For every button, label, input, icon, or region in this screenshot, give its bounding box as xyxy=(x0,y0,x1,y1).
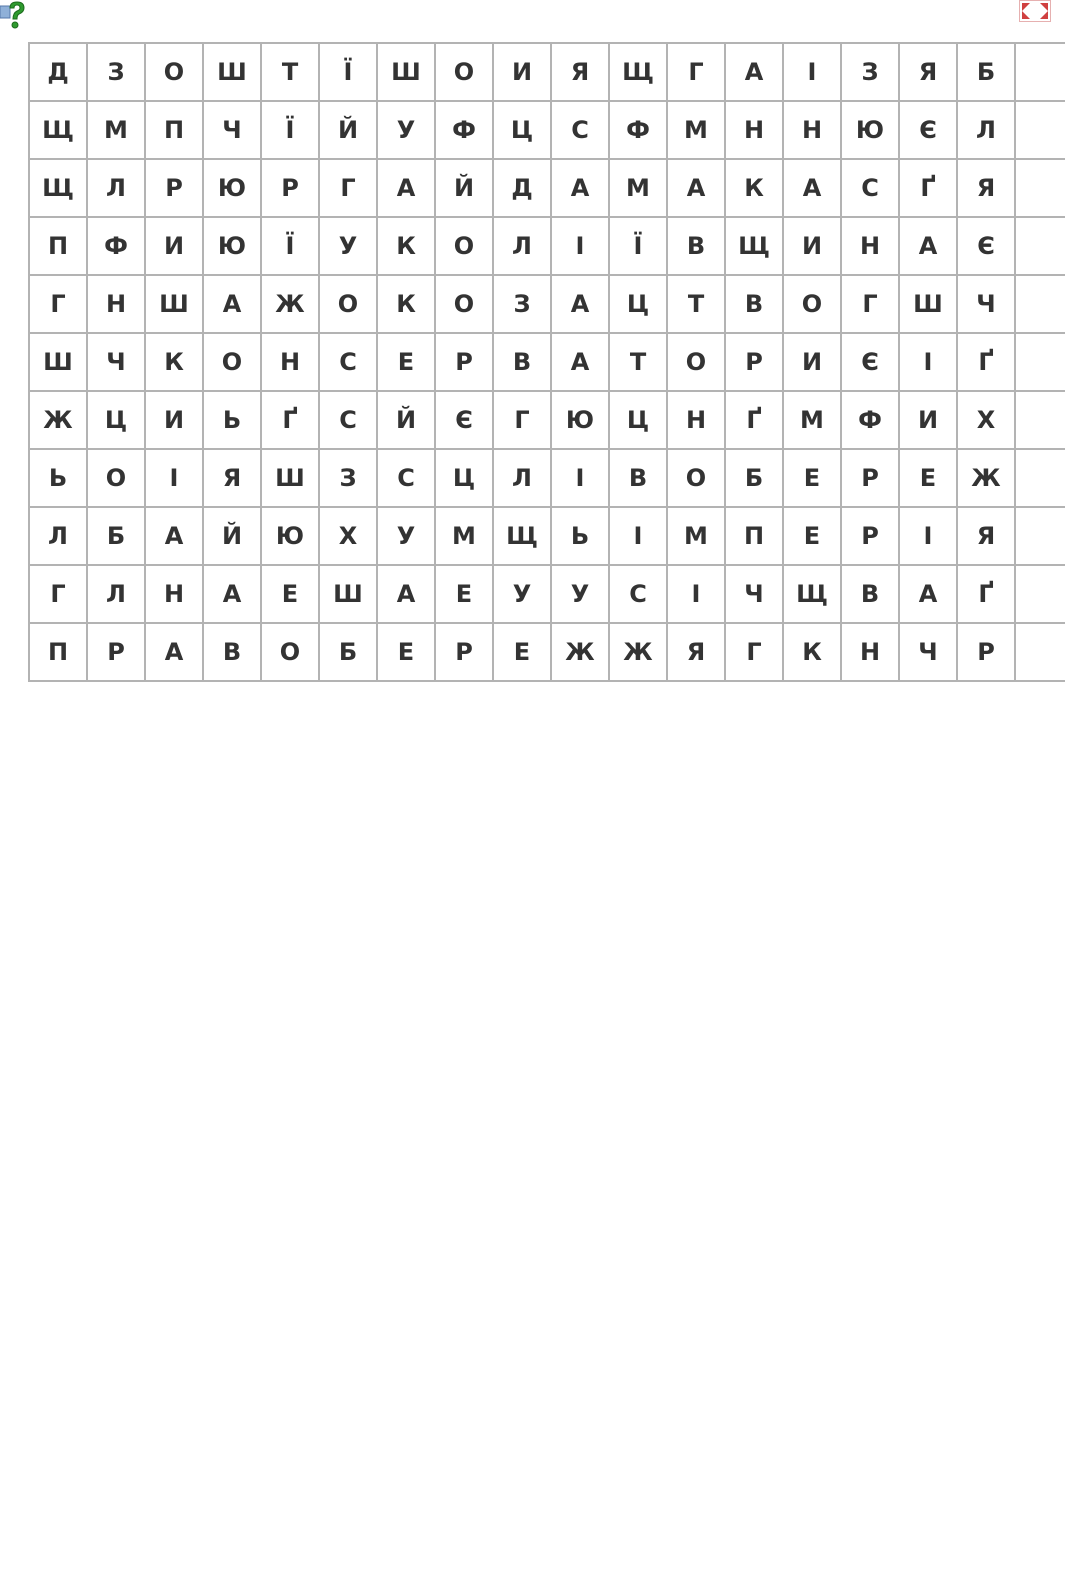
grid-cell[interactable]: У xyxy=(494,566,552,624)
grid-cell[interactable]: Є xyxy=(900,102,958,160)
grid-cell[interactable]: С xyxy=(378,450,436,508)
grid-cell[interactable]: Л xyxy=(88,160,146,218)
grid-cell[interactable]: Б xyxy=(320,624,378,682)
grid-cell[interactable]: Н xyxy=(668,392,726,450)
grid-cell[interactable]: А xyxy=(668,160,726,218)
grid-cell[interactable]: М xyxy=(88,102,146,160)
grid-cell[interactable]: П xyxy=(30,624,88,682)
grid-cell[interactable]: С xyxy=(320,392,378,450)
grid-cell[interactable]: В xyxy=(610,450,668,508)
grid-cell[interactable]: Т xyxy=(610,334,668,392)
grid-cell[interactable]: Л xyxy=(494,218,552,276)
grid-cell[interactable]: О xyxy=(784,276,842,334)
grid-cell[interactable]: Ґ xyxy=(262,392,320,450)
grid-cell[interactable]: Щ xyxy=(494,508,552,566)
grid-cell[interactable]: Ш xyxy=(146,276,204,334)
grid-cell[interactable]: С xyxy=(842,160,900,218)
grid-cell[interactable]: Д xyxy=(494,160,552,218)
grid-cell[interactable]: Е xyxy=(494,624,552,682)
grid-cell[interactable]: В xyxy=(668,218,726,276)
grid-cell[interactable]: Ш xyxy=(900,276,958,334)
grid-cell[interactable]: Е xyxy=(784,508,842,566)
grid-cell[interactable]: И xyxy=(784,334,842,392)
grid-cell[interactable] xyxy=(1016,450,1065,508)
grid-cell[interactable]: З xyxy=(494,276,552,334)
grid-cell[interactable]: Т xyxy=(668,276,726,334)
grid-cell[interactable]: З xyxy=(320,450,378,508)
grid-cell[interactable]: Й xyxy=(204,508,262,566)
grid-cell[interactable]: И xyxy=(784,218,842,276)
grid-cell[interactable]: Я xyxy=(958,160,1016,218)
grid-cell[interactable]: С xyxy=(610,566,668,624)
grid-cell[interactable]: Ї xyxy=(610,218,668,276)
grid-cell[interactable]: И xyxy=(494,44,552,102)
grid-cell[interactable]: О xyxy=(146,44,204,102)
grid-cell[interactable]: А xyxy=(552,276,610,334)
grid-cell[interactable]: А xyxy=(900,566,958,624)
grid-cell[interactable]: Е xyxy=(378,334,436,392)
grid-cell[interactable]: Н xyxy=(88,276,146,334)
grid-cell[interactable]: У xyxy=(378,102,436,160)
grid-cell[interactable]: О xyxy=(436,276,494,334)
grid-cell[interactable]: Г xyxy=(494,392,552,450)
grid-cell[interactable] xyxy=(1016,334,1065,392)
grid-cell[interactable]: Г xyxy=(668,44,726,102)
grid-cell[interactable]: І xyxy=(146,450,204,508)
grid-cell[interactable]: Щ xyxy=(610,44,668,102)
grid-cell[interactable]: Й xyxy=(320,102,378,160)
grid-cell[interactable]: Ч xyxy=(88,334,146,392)
grid-cell[interactable]: Ь xyxy=(204,392,262,450)
grid-cell[interactable]: Ш xyxy=(262,450,320,508)
grid-cell[interactable]: Е xyxy=(436,566,494,624)
grid-cell[interactable]: И xyxy=(146,392,204,450)
grid-cell[interactable]: І xyxy=(900,334,958,392)
grid-cell[interactable]: Е xyxy=(378,624,436,682)
grid-cell[interactable]: І xyxy=(900,508,958,566)
grid-cell[interactable]: Ю xyxy=(204,218,262,276)
grid-cell[interactable]: А xyxy=(378,160,436,218)
grid-cell[interactable]: Г xyxy=(320,160,378,218)
grid-cell[interactable]: О xyxy=(436,44,494,102)
grid-cell[interactable]: И xyxy=(146,218,204,276)
grid-cell[interactable]: О xyxy=(436,218,494,276)
grid-cell[interactable]: І xyxy=(610,508,668,566)
grid-cell[interactable]: Р xyxy=(88,624,146,682)
grid-cell[interactable]: Я xyxy=(204,450,262,508)
fullscreen-icon[interactable] xyxy=(1019,0,1051,22)
grid-cell[interactable]: Х xyxy=(320,508,378,566)
grid-cell[interactable]: Ґ xyxy=(726,392,784,450)
grid-cell[interactable]: М xyxy=(436,508,494,566)
grid-cell[interactable]: Ц xyxy=(494,102,552,160)
grid-cell[interactable]: Б xyxy=(726,450,784,508)
grid-cell[interactable]: О xyxy=(320,276,378,334)
grid-cell[interactable]: В xyxy=(204,624,262,682)
grid-cell[interactable]: П xyxy=(30,218,88,276)
grid-cell[interactable] xyxy=(1016,102,1065,160)
grid-cell[interactable]: О xyxy=(262,624,320,682)
grid-cell[interactable]: Г xyxy=(30,276,88,334)
grid-cell[interactable]: Ю xyxy=(552,392,610,450)
grid-cell[interactable]: Н xyxy=(842,218,900,276)
grid-cell[interactable]: Х xyxy=(958,392,1016,450)
grid-cell[interactable]: О xyxy=(668,334,726,392)
grid-cell[interactable]: Щ xyxy=(726,218,784,276)
grid-cell[interactable]: Ж xyxy=(552,624,610,682)
grid-cell[interactable]: Л xyxy=(88,566,146,624)
grid-cell[interactable]: А xyxy=(378,566,436,624)
grid-cell[interactable]: У xyxy=(320,218,378,276)
grid-cell[interactable] xyxy=(1016,392,1065,450)
grid-cell[interactable]: Ф xyxy=(610,102,668,160)
grid-cell[interactable]: Н xyxy=(726,102,784,160)
grid-cell[interactable]: Ж xyxy=(610,624,668,682)
grid-cell[interactable]: Ґ xyxy=(900,160,958,218)
grid-cell[interactable]: Ї xyxy=(262,102,320,160)
grid-cell[interactable]: Ч xyxy=(958,276,1016,334)
grid-cell[interactable]: Ф xyxy=(842,392,900,450)
grid-cell[interactable] xyxy=(1016,624,1065,682)
grid-cell[interactable]: Й xyxy=(378,392,436,450)
grid-cell[interactable]: Р xyxy=(842,450,900,508)
grid-cell[interactable] xyxy=(1016,566,1065,624)
grid-cell[interactable]: Р xyxy=(958,624,1016,682)
grid-cell[interactable]: Ю xyxy=(262,508,320,566)
grid-cell[interactable]: У xyxy=(552,566,610,624)
grid-cell[interactable]: О xyxy=(204,334,262,392)
grid-cell[interactable]: А xyxy=(726,44,784,102)
grid-cell[interactable]: К xyxy=(726,160,784,218)
grid-cell[interactable]: Л xyxy=(30,508,88,566)
grid-cell[interactable]: Е xyxy=(262,566,320,624)
grid-cell[interactable]: Р xyxy=(842,508,900,566)
grid-cell[interactable]: Ю xyxy=(842,102,900,160)
grid-cell[interactable]: П xyxy=(146,102,204,160)
grid-cell[interactable]: С xyxy=(320,334,378,392)
grid-cell[interactable]: А xyxy=(146,508,204,566)
grid-cell[interactable]: Л xyxy=(494,450,552,508)
grid-cell[interactable]: Є xyxy=(958,218,1016,276)
grid-cell[interactable]: А xyxy=(146,624,204,682)
grid-cell[interactable]: Н xyxy=(842,624,900,682)
grid-cell[interactable]: І xyxy=(552,450,610,508)
grid-cell[interactable]: Щ xyxy=(30,160,88,218)
grid-cell[interactable]: К xyxy=(378,218,436,276)
grid-cell[interactable]: Ґ xyxy=(958,334,1016,392)
grid-cell[interactable]: А xyxy=(900,218,958,276)
grid-cell[interactable] xyxy=(1016,160,1065,218)
grid-cell[interactable]: З xyxy=(842,44,900,102)
grid-cell[interactable]: А xyxy=(784,160,842,218)
grid-cell[interactable]: Ш xyxy=(378,44,436,102)
grid-cell[interactable]: Б xyxy=(958,44,1016,102)
grid-cell[interactable]: З xyxy=(88,44,146,102)
grid-cell[interactable]: К xyxy=(146,334,204,392)
grid-cell[interactable]: М xyxy=(668,508,726,566)
grid-cell[interactable]: Р xyxy=(436,624,494,682)
grid-cell[interactable]: І xyxy=(552,218,610,276)
grid-cell[interactable]: М xyxy=(610,160,668,218)
grid-cell[interactable]: Ф xyxy=(436,102,494,160)
grid-cell[interactable]: Ц xyxy=(436,450,494,508)
grid-cell[interactable]: Ґ xyxy=(958,566,1016,624)
grid-cell[interactable]: Н xyxy=(262,334,320,392)
grid-cell[interactable]: Е xyxy=(900,450,958,508)
grid-cell[interactable]: Ц xyxy=(610,392,668,450)
grid-cell[interactable]: Г xyxy=(842,276,900,334)
grid-cell[interactable]: Щ xyxy=(30,102,88,160)
grid-cell[interactable]: Н xyxy=(146,566,204,624)
grid-cell[interactable]: Ч xyxy=(726,566,784,624)
grid-cell[interactable]: Е xyxy=(784,450,842,508)
grid-cell[interactable]: О xyxy=(88,450,146,508)
grid-cell[interactable]: Ш xyxy=(30,334,88,392)
grid-cell[interactable]: Р xyxy=(726,334,784,392)
grid-cell[interactable]: Р xyxy=(146,160,204,218)
grid-cell[interactable]: А xyxy=(552,334,610,392)
grid-cell[interactable]: Ж xyxy=(262,276,320,334)
grid-cell[interactable]: Ш xyxy=(320,566,378,624)
grid-cell[interactable]: Ж xyxy=(958,450,1016,508)
grid-cell[interactable]: К xyxy=(378,276,436,334)
grid-cell[interactable]: Ф xyxy=(88,218,146,276)
grid-cell[interactable]: Т xyxy=(262,44,320,102)
grid-cell[interactable]: Я xyxy=(552,44,610,102)
grid-cell[interactable]: В xyxy=(726,276,784,334)
grid-cell[interactable]: Ш xyxy=(204,44,262,102)
grid-cell[interactable]: Г xyxy=(726,624,784,682)
grid-cell[interactable]: Ц xyxy=(88,392,146,450)
grid-cell[interactable]: Ї xyxy=(320,44,378,102)
grid-cell[interactable]: Я xyxy=(958,508,1016,566)
grid-cell[interactable]: К xyxy=(784,624,842,682)
word-search-grid xyxy=(28,42,1065,682)
grid-cell[interactable]: Є xyxy=(436,392,494,450)
grid-cell[interactable]: Д xyxy=(30,44,88,102)
grid-cell[interactable]: І xyxy=(784,44,842,102)
grid-cell[interactable] xyxy=(1016,276,1065,334)
grid-cell[interactable]: М xyxy=(668,102,726,160)
grid-cell[interactable]: Р xyxy=(262,160,320,218)
help-icon[interactable] xyxy=(0,0,28,32)
grid-cell[interactable]: Ї xyxy=(262,218,320,276)
grid-cell[interactable]: Л xyxy=(958,102,1016,160)
grid-cell[interactable]: І xyxy=(668,566,726,624)
grid-cell[interactable]: Ц xyxy=(610,276,668,334)
grid-cell[interactable] xyxy=(1016,218,1065,276)
grid-cell[interactable]: В xyxy=(494,334,552,392)
grid-cell[interactable]: А xyxy=(204,276,262,334)
grid-cell[interactable]: А xyxy=(552,160,610,218)
grid-cell[interactable]: Ж xyxy=(30,392,88,450)
grid-cell[interactable] xyxy=(1016,44,1065,102)
grid-cell[interactable]: Ь xyxy=(30,450,88,508)
grid-cell[interactable]: М xyxy=(784,392,842,450)
grid-cell[interactable]: И xyxy=(900,392,958,450)
grid-cell[interactable]: Ч xyxy=(900,624,958,682)
grid-cell[interactable]: Я xyxy=(668,624,726,682)
grid-cell[interactable]: Н xyxy=(784,102,842,160)
grid-cell[interactable]: У xyxy=(378,508,436,566)
grid-cell[interactable] xyxy=(1016,508,1065,566)
grid-cell[interactable]: Ь xyxy=(552,508,610,566)
grid-cell[interactable]: Г xyxy=(30,566,88,624)
grid-cell[interactable]: Є xyxy=(842,334,900,392)
grid-cell[interactable]: Щ xyxy=(784,566,842,624)
grid-cell[interactable]: В xyxy=(842,566,900,624)
grid-cell[interactable]: А xyxy=(204,566,262,624)
grid-cell[interactable]: С xyxy=(552,102,610,160)
grid-cell[interactable]: Р xyxy=(436,334,494,392)
grid-cell[interactable]: Я xyxy=(900,44,958,102)
grid-cell[interactable]: Б xyxy=(88,508,146,566)
grid-cell[interactable]: О xyxy=(668,450,726,508)
grid-cell[interactable]: Ч xyxy=(204,102,262,160)
grid-cell[interactable]: Ю xyxy=(204,160,262,218)
grid-cell[interactable]: Й xyxy=(436,160,494,218)
grid-cell[interactable]: П xyxy=(726,508,784,566)
